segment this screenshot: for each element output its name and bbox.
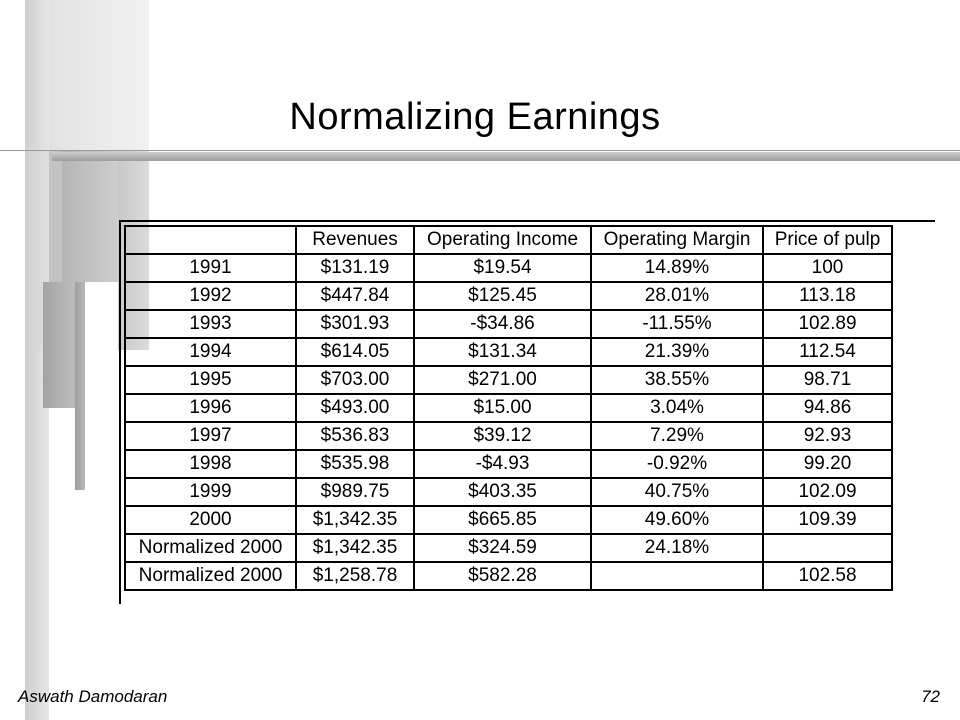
column-header: [125, 226, 296, 254]
table-row: [125, 450, 892, 478]
page-number: 72: [921, 687, 940, 706]
row-label-cell: 1996: [125, 394, 296, 422]
table-cell: -$4.93: [414, 450, 591, 478]
title-divider-thin: [0, 150, 960, 151]
title-divider-thick: [52, 152, 960, 161]
table-cell: $403.35: [414, 478, 591, 506]
table-cell: $15.00: [414, 394, 591, 422]
table-cell: $301.93: [296, 310, 414, 338]
row-label-cell: 1993: [125, 310, 296, 338]
row-label-cell: 1995: [125, 366, 296, 394]
table-row: [125, 366, 892, 394]
column-header: Price of pulp: [763, 226, 892, 254]
table-cell: $19.54: [414, 254, 591, 282]
decorative-bar: [75, 282, 85, 490]
row-label-cell: 2000: [125, 506, 296, 534]
table-cell: 40.75%: [591, 478, 763, 506]
table-cell: 3.04%: [591, 394, 763, 422]
table-cell: $1,342.35: [296, 506, 414, 534]
table-cell: 98.71: [763, 366, 892, 394]
table-cell: -0.92%: [591, 450, 763, 478]
table-cell: $1,258.78: [296, 562, 414, 590]
table-cell: $536.83: [296, 422, 414, 450]
decorative-bar: [62, 150, 118, 282]
column-header: Operating Margin: [591, 226, 763, 254]
table-cell: $447.84: [296, 282, 414, 310]
table-cell: 14.89%: [591, 254, 763, 282]
table-cell: 92.93: [763, 422, 892, 450]
table-cell: $324.59: [414, 534, 591, 562]
table-row: [125, 254, 892, 282]
table-row: [125, 422, 892, 450]
table-cell: 102.89: [763, 310, 892, 338]
table-cell: [763, 534, 892, 562]
table-cell: -$34.86: [414, 310, 591, 338]
table-cell: 100: [763, 254, 892, 282]
table-cell: $665.85: [414, 506, 591, 534]
row-label-cell: 1999: [125, 478, 296, 506]
table-cell: 28.01%: [591, 282, 763, 310]
column-header: Operating Income: [414, 226, 591, 254]
table-cell: 102.58: [763, 562, 892, 590]
table-row: [125, 562, 892, 590]
table-cell: 38.55%: [591, 366, 763, 394]
table-cell: 102.09: [763, 478, 892, 506]
earnings-table: [124, 225, 893, 591]
row-label-cell: Normalized 2000: [125, 562, 296, 590]
table-cell: $493.00: [296, 394, 414, 422]
table-cell: $271.00: [414, 366, 591, 394]
table-header-row: [125, 226, 892, 254]
row-label-cell: 1994: [125, 338, 296, 366]
table-row: [125, 394, 892, 422]
column-header: Revenues: [296, 226, 414, 254]
row-label-cell: Normalized 2000: [125, 534, 296, 562]
table-cell: 113.18: [763, 282, 892, 310]
row-label-cell: 1997: [125, 422, 296, 450]
decorative-bar: [49, 0, 149, 150]
table-cell: $125.45: [414, 282, 591, 310]
row-label-cell: 1998: [125, 450, 296, 478]
table-cell: 49.60%: [591, 506, 763, 534]
table-cell: $614.05: [296, 338, 414, 366]
table-row: [125, 534, 892, 562]
table-cell: 21.39%: [591, 338, 763, 366]
table-cell: $703.00: [296, 366, 414, 394]
table-cell: $39.12: [414, 422, 591, 450]
table-row: [125, 282, 892, 310]
table-cell: 94.86: [763, 394, 892, 422]
row-label-cell: 1991: [125, 254, 296, 282]
table-row: [125, 310, 892, 338]
table-cell: [591, 562, 763, 590]
table-cell: $131.34: [414, 338, 591, 366]
table-cell: 109.39: [763, 506, 892, 534]
table-row: [125, 506, 892, 534]
author-footer: Aswath Damodaran: [18, 687, 168, 706]
table-cell: 7.29%: [591, 422, 763, 450]
row-label-cell: 1992: [125, 282, 296, 310]
table-cell: -11.55%: [591, 310, 763, 338]
table-row: [125, 478, 892, 506]
table-body: [125, 226, 892, 590]
table-cell: $131.19: [296, 254, 414, 282]
slide-title: Normalizing Earnings: [289, 96, 661, 138]
table-row: [125, 338, 892, 366]
table-cell: $535.98: [296, 450, 414, 478]
table-cell: 112.54: [763, 338, 892, 366]
table-cell: $582.28: [414, 562, 591, 590]
table-cell: $989.75: [296, 478, 414, 506]
table-cell: $1,342.35: [296, 534, 414, 562]
table-cell: 24.18%: [591, 534, 763, 562]
table-cell: 99.20: [763, 450, 892, 478]
decorative-bar: [43, 282, 75, 408]
